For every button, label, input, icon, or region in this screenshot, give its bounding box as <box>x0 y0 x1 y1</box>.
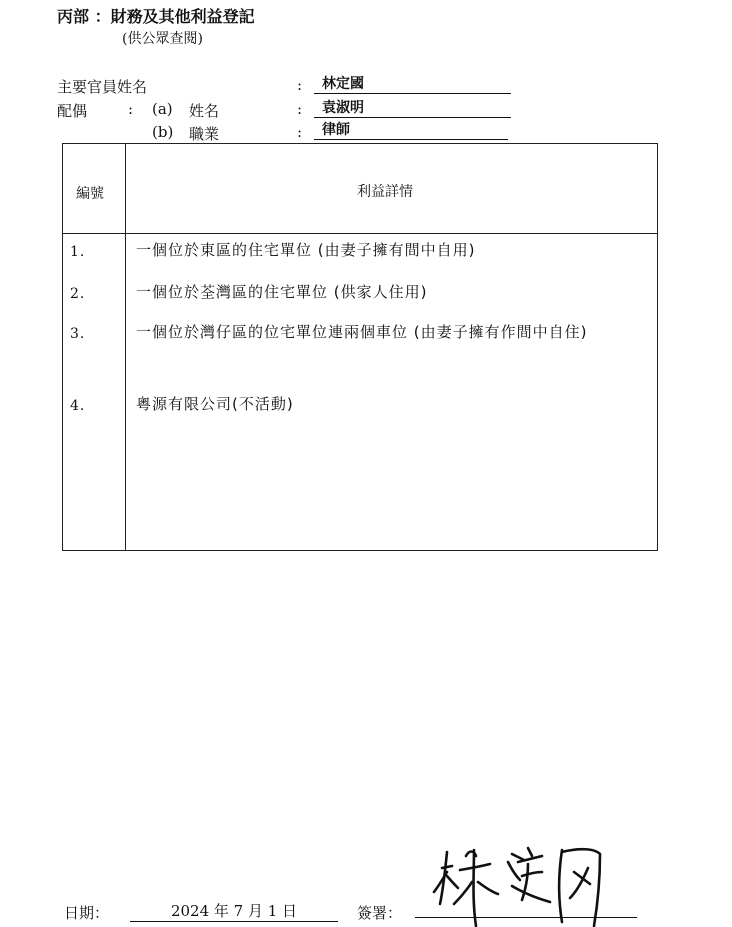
spouse-name-label: 姓名 <box>189 102 220 120</box>
spouse-occupation-value: 律師 <box>314 122 508 140</box>
spouse-name-marker: (a) <box>152 100 173 118</box>
document-title: 丙部 ：財務及其他利益登記 <box>57 7 255 26</box>
signature-label: 簽署： <box>357 904 403 922</box>
spouse-occupation-colon: : <box>297 123 303 141</box>
interest-detail: 粵源有限公司(不活動) <box>136 395 294 413</box>
row-number: 4. <box>70 398 86 414</box>
interest-detail: 一個位於東區的住宅單位 (由妻子擁有間中自用) <box>136 241 476 259</box>
row-number: 3. <box>70 326 86 342</box>
date-label: 日期： <box>64 904 110 922</box>
row-number: 1. <box>70 244 86 260</box>
official-name-value: 林定國 <box>314 76 511 94</box>
date-value: 2024 年 7 月 1 日 <box>130 901 338 922</box>
interest-detail: 一個位於灣仔區的位宅單位連兩個車位 (由妻子擁有作間中自住) <box>136 323 588 341</box>
official-name-colon: : <box>297 76 303 94</box>
column-header-details: 利益詳情 <box>357 184 413 200</box>
official-name-label: 主要官員姓名 <box>57 78 148 96</box>
row-number: 2. <box>70 286 86 302</box>
spouse-occupation-marker: (b) <box>152 123 174 141</box>
spouse-name-colon: : <box>297 100 303 118</box>
spouse-name-value: 袁淑明 <box>314 100 511 118</box>
interests-table <box>62 143 658 551</box>
spouse-label: 配偶 <box>57 102 88 120</box>
column-header-number: 編號 <box>76 186 104 202</box>
spouse-occupation-label: 職業 <box>189 125 220 143</box>
spouse-colon: : <box>128 100 134 118</box>
handwritten-signature <box>432 842 612 927</box>
table-column-divider <box>125 143 126 551</box>
table-header-divider <box>62 233 658 234</box>
document-subtitle: (供公眾查閱) <box>122 31 203 47</box>
interest-detail: 一個位於荃灣區的住宅單位 (供家人住用) <box>136 283 428 301</box>
